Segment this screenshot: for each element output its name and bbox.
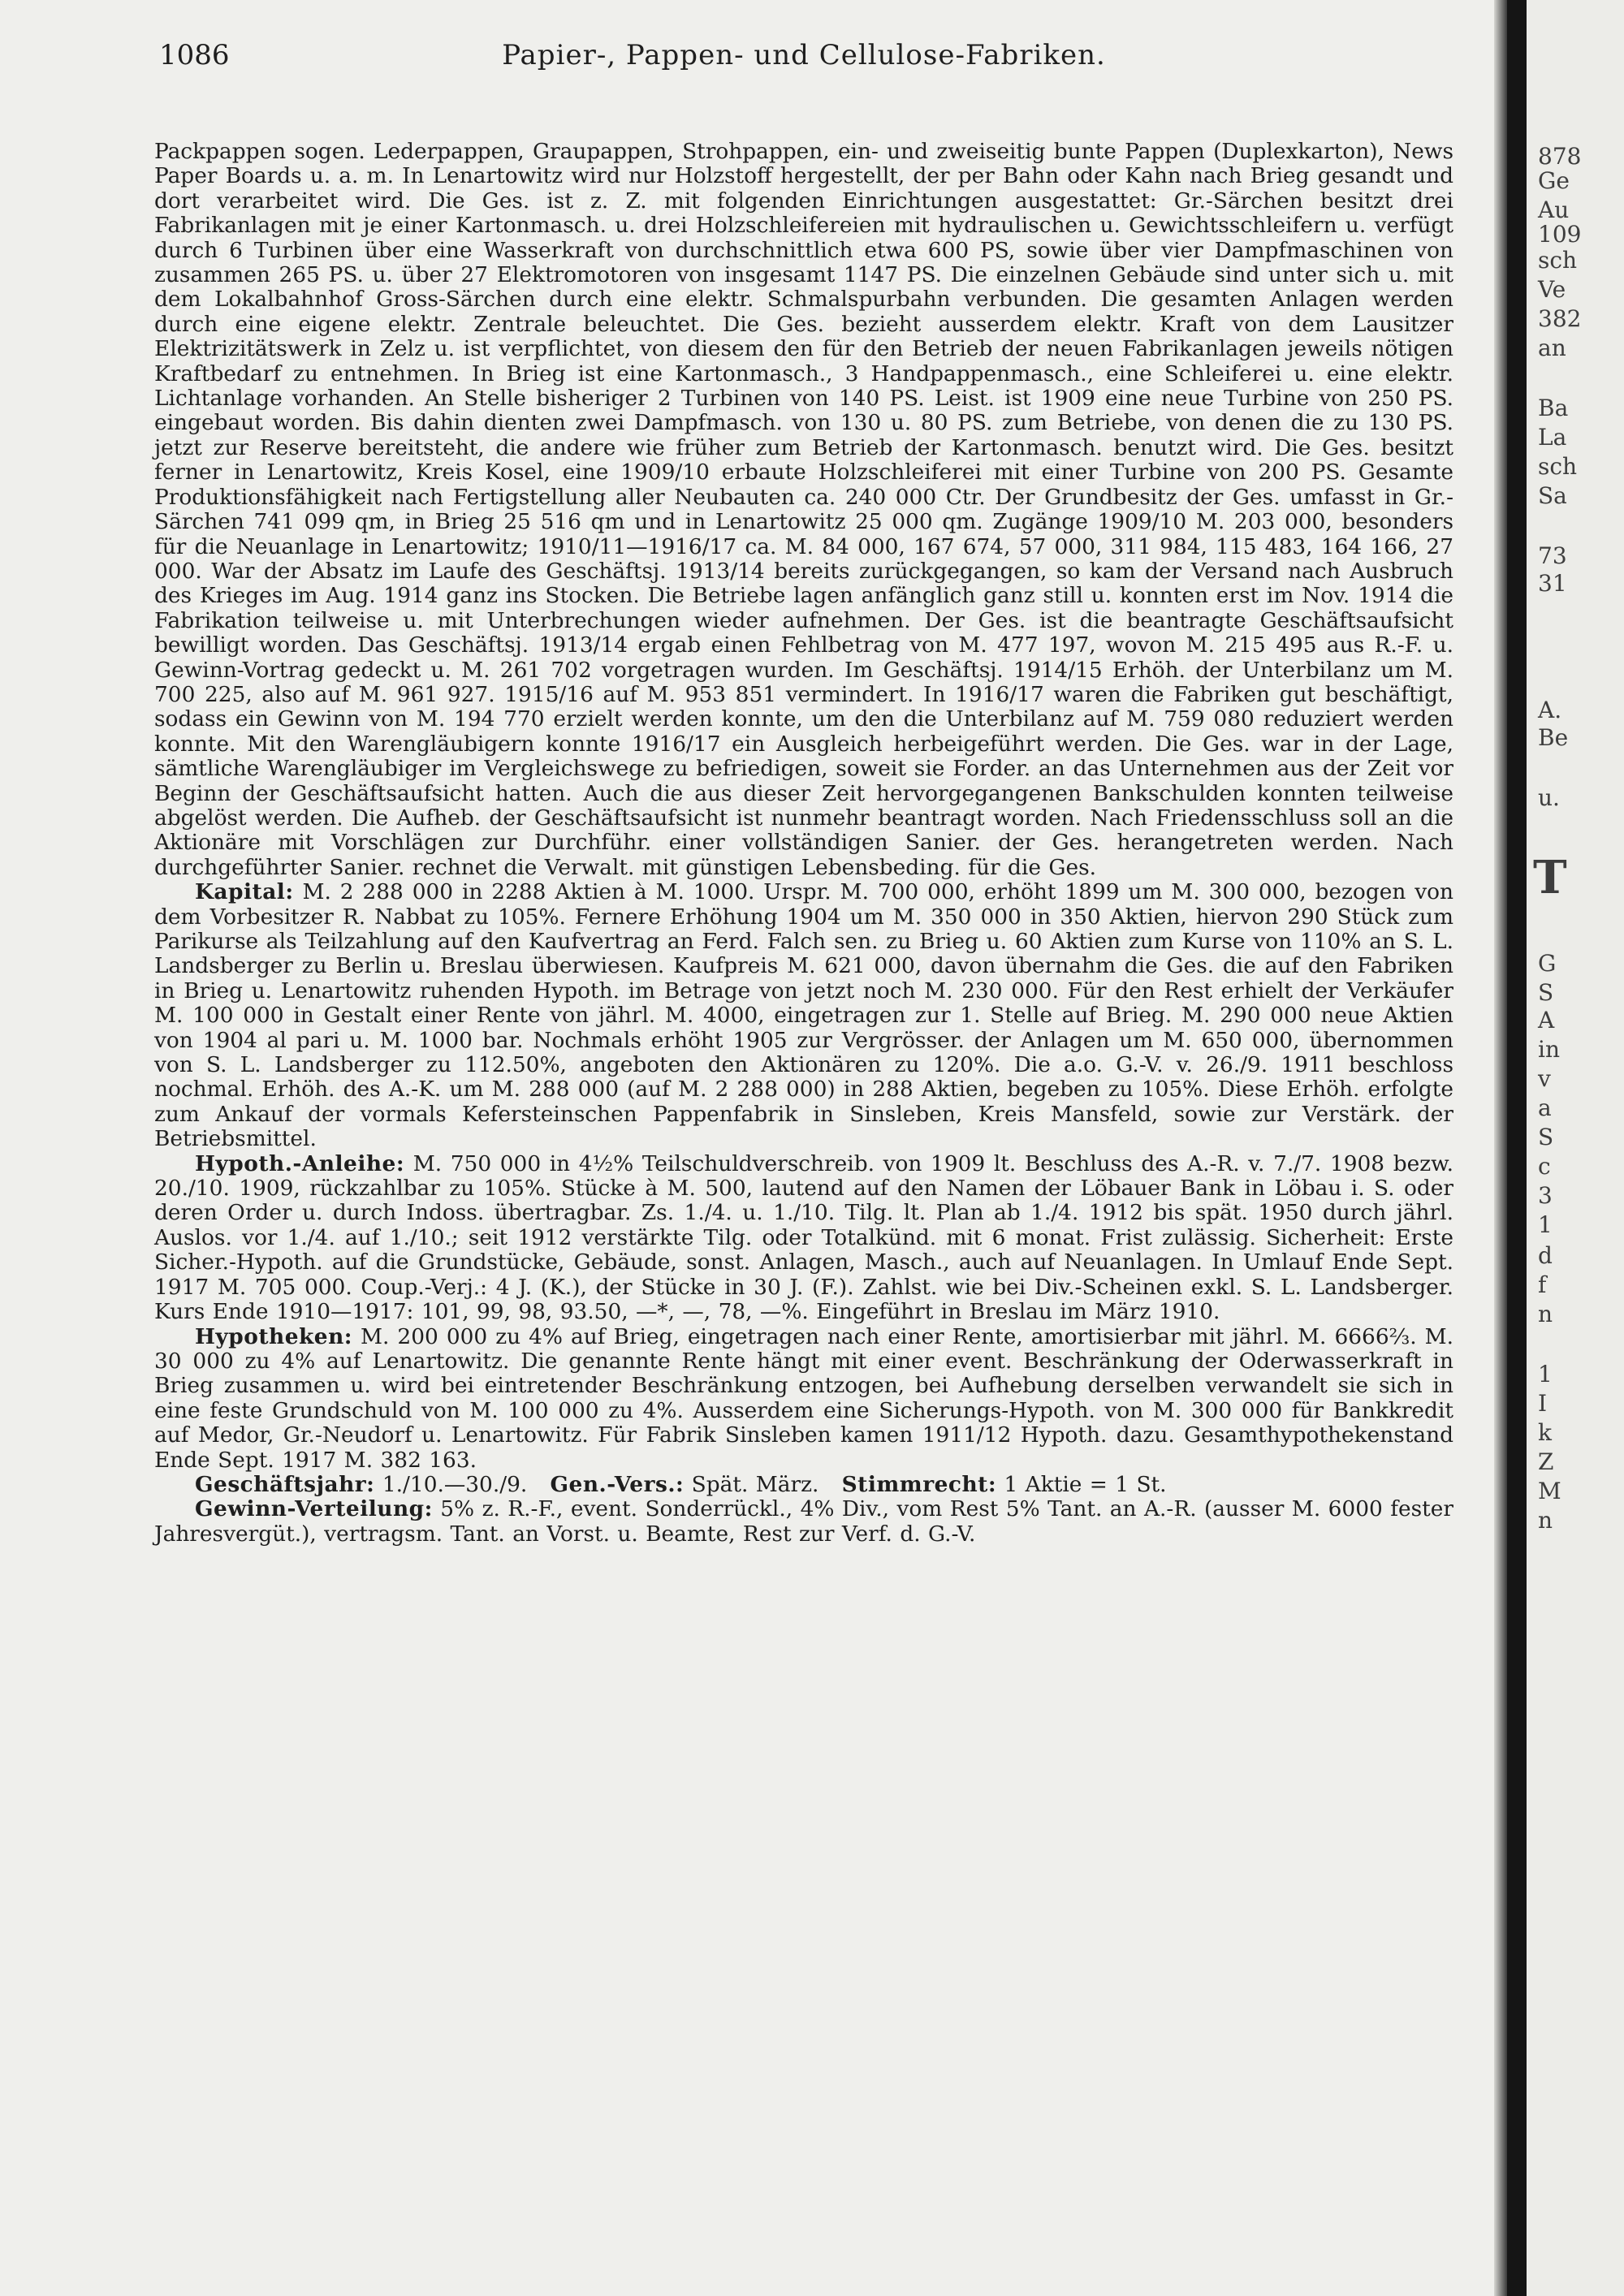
- adjacent-fragment: v: [1538, 1065, 1551, 1092]
- adjacent-fragment: Ge: [1538, 167, 1570, 194]
- adjacent-fragment: sch: [1538, 247, 1578, 274]
- adjacent-fragment: Z: [1538, 1448, 1554, 1475]
- adjacent-fragment: 382: [1538, 305, 1582, 332]
- page-header: [154, 32, 1453, 89]
- adjacent-fragment: an: [1538, 334, 1566, 361]
- adjacent-fragment: 3: [1538, 1182, 1553, 1209]
- adjacent-page-strip: [1527, 0, 1624, 2296]
- adjacent-fragment: Ba: [1538, 395, 1569, 421]
- adjacent-fragment: Sa: [1538, 482, 1567, 509]
- kapital-section: [154, 880, 1453, 1151]
- adjacent-fragment: u.: [1538, 784, 1560, 811]
- adjacent-fragment: Ve: [1538, 276, 1566, 303]
- anleihe-section: [154, 1152, 1453, 1325]
- book-gutter: [1507, 0, 1527, 2296]
- adjacent-fragment: 1: [1538, 1361, 1553, 1388]
- kapital-text: M. 2 288 000 in 2288 Aktien à M. 1000. Urspr. M. 700 000, erhöht 1899 um M. 300 000, bezogen von dem Vorbesitzer R. Nabbat zu 105%. Fernere Erhöhung 1904 um M. 350 000 in 350 Aktien, hiervon 290 Stück zum Parikurse als Teilzahlung auf den Kaufvertrag an Ferd. Falch sen. zu Brieg u. 60 Aktien zum Kurse von 110% an S. L. Landsberger zu Berlin u. Breslau überwiesen. Kaufpreis M. 621 000, davon übernahm die Ges. die auf den Fabriken in Brieg u. Lenartowitz ruhenden Hypoth. im Betrage von jetzt noch M. 230 000. Für den Rest erhielt der Verkäufer M. 100 000 in Gestalt einer Rente von jährl. M. 4000, eingetragen zur 1. Stelle auf Brieg. M. 290 000 neue Aktien von 1904 al pari u. M. 1000 bar. Nochmals erhöht 1905 zur Vergrösser. der Anlagen um M. 650 000, übernommen von S. L. Landsberger zu 112.50%, angeboten den Aktionären zu 120%. Die a.o. G.-V. v. 26./9. 1911 beschloss nochmal. Erhöh. des A.-K. um M. 288 000 (auf M. 2 288 000) in 288 Aktien, begeben zu 105%. Diese Erhöh. erfolgte zum Ankauf der vormals Kefersteinschen Pappenfabrik in Sinsleben, Kreis Mansfeld, sowie zur Verstärk. der Betriebsmittel.: [154, 879, 1454, 1152]
- adjacent-fragment: 878: [1538, 143, 1582, 170]
- adjacent-fragment: Au: [1538, 196, 1570, 223]
- page-number: 1086: [159, 39, 230, 71]
- adjacent-fragment: G: [1538, 950, 1557, 977]
- gen-vers-text: Spät. März.: [691, 1471, 819, 1497]
- facts-line: [154, 1473, 1453, 1497]
- adjacent-fragment: n: [1538, 1301, 1553, 1327]
- adjacent-fragment: M: [1538, 1478, 1561, 1504]
- body-text: [154, 140, 1453, 1547]
- adjacent-fragment: Be: [1538, 724, 1569, 751]
- hypotheken-section: [154, 1325, 1453, 1473]
- intro-paragraph: Packpappen sogen. Lederpappen, Graupappen, Strohpappen, ein- und zweiseitig bunte Pappen (Duplexkarton), News Paper Boards u. a. m. In Lenartowitz wird nur Holzstoff hergestellt, der per Bahn oder Kahn nach Brieg gesandt und dort verarbeitet wird. Die Ges. ist z. Z. mit folgenden Einrichtungen ausgestattet: Gr.-Särchen besitzt drei Fabrikanlagen mit je einer Kartonmasch. u. drei Holzschleifereien mit hydraulischen u. Gewichtsschleifern u. verfügt durch 6 Turbinen über eine Wasserkraft von durchschnittlich etwa 600 PS, sowie über vier Dampfmaschinen von zusammen 265 PS. u. über 27 Elektromotoren von insgesamt 1147 PS. Die einzelnen Gebäude sind unter sich u. mit dem Lokalbahnhof Gross-Särchen durch eine elektr. Schmalspurbahn verbunden. Die gesamten Anlagen werden durch eine eigene elektr. Zentrale beleuchtet. Die Ges. bezieht ausserdem elektr. Kraft von dem Lausitzer Elektrizitätswerk in Zelz u. ist verpflichtet, von diesem den für den Betrieb der neuen Fabrikanlagen jeweils nötigen Kraftbedarf zu entnehmen. In Brieg ist eine Kartonmasch., 3 Handpappenmasch., eine Schleiferei u. eine elektr. Lichtanlage vorhanden. An Stelle bisheriger 2 Turbinen von 140 PS. Leist. ist 1909 eine neue Turbine von 250 PS. eingebaut worden. Bis dahin dienten zwei Dampfmasch. von 130 u. 80 PS. zum Betriebe, von denen die zu 130 PS. jetzt zur Reserve bereitsteht, die andere wie früher zum Betrieb der Kartonmasch. benutzt wird. Die Ges. besitzt ferner in Lenartowitz, Kreis Kosel, eine 1909/10 erbaute Holzschleiferei mit einer Turbine von 200 PS. Gesamte Produktionsfähigkeit nach Fertigstellung aller Neubauten ca. 240 000 Ctr. Der Grundbesitz der Ges. umfasst in Gr.-Särchen 741 099 qm, in Brieg 25 516 qm und in Lenartowitz 25 000 qm. Zugänge 1909/10 M. 203 000, besonders für die Neuanlage in Lenartowitz; 1910/11—1916/17 ca. M. 84 000, 167 674, 57 000, 311 984, 115 483, 164 166, 27 000. War der Absatz im Laufe des Geschäftsj. 1913/14 bereits zurückgegangen, so kam der Versand nach Ausbruch des Krieges im Aug. 1914 ganz ins Stocken. Die Betriebe lagen anfänglich ganz still u. konnten erst im Nov. 1914 die Fabrikation teilweise u. mit Unterbrechungen wieder aufnehmen. Der Ges. ist die beantragte Geschäftsaufsicht bewilligt worden. Das Geschäftsj. 1913/14 ergab einen Fehlbetrag von M. 477 197, wovon M. 215 495 aus R.-F. u. Gewinn-Vortrag gedeckt u. M. 261 702 vorgetragen wurden. Im Geschäftsj. 1914/15 Erhöh. der Unterbilanz um M. 700 225, also auf M. 961 927. 1915/16 auf M. 953 851 vermindert. In 1916/17 waren die Fabriken gut beschäftigt, sodass ein Gewinn von M. 194 770 erzielt werden konnte, um den die Unterbilanz auf M. 759 080 reduziert werden konnte. Mit den Warengläubigern konnte 1916/17 ein Ausgleich herbeigeführt werden. Die Ges. war in der Lage, sämtliche Warengläubiger im Vergleichswege zu befriedigen, soweit sie Forder. an das Unternehmen aus der Zeit vor Beginn der Geschäftsaufsicht hatten. Auch die aus dieser Zeit hervorgegangenen Bankschulden konnten teilweise abgelöst werden. Die Aufheb. der Geschäftsaufsicht ist nunmehr beantragt worden. Nach Friedensschluss soll an die Aktionäre mit Vorschlägen zur Durchführ. einer vollständigen Sanier. der Ges. herangetreten werden. Nach durchgeführter Sanier. rechnet die Verwalt. mit günstigen Lebensbeding. für die Ges.: [154, 139, 1453, 880]
- kapital-label: Kapital:: [195, 879, 294, 905]
- gewinn-section: [154, 1497, 1453, 1547]
- adjacent-fragment: in: [1538, 1036, 1560, 1063]
- adjacent-fragment: A.: [1538, 697, 1562, 723]
- gewinn-label: Gewinn-Verteilung:: [195, 1496, 433, 1522]
- adjacent-fragment: a: [1538, 1094, 1552, 1121]
- geschaeftsjahr-text: 1./10.—30./9.: [382, 1471, 528, 1497]
- page-edge-shadow: [1494, 0, 1507, 2296]
- adjacent-fragment: 1: [1538, 1211, 1553, 1238]
- gen-vers-label: Gen.-Vers.:: [550, 1471, 685, 1497]
- main-column: [154, 32, 1453, 1547]
- gewinn-text: 5% z. R.-F., event. Sonderrückl., 4% Div., vom Rest 5% Tant. an A.-R. (ausser M. 6000 fester Jahresvergüt.), vertragsm. Tant. an Vorst. u. Beamte, Rest zur Verf. d. G.-V.: [154, 1496, 1453, 1547]
- adjacent-fragment: 109: [1538, 221, 1582, 248]
- adjacent-fragment: La: [1538, 424, 1567, 451]
- adjacent-fragment: I: [1538, 1390, 1548, 1417]
- adjacent-fragment: 31: [1538, 570, 1567, 597]
- adjacent-fragment: n: [1538, 1507, 1553, 1534]
- adjacent-fragment: d: [1538, 1242, 1553, 1269]
- adjacent-fragment: A: [1538, 1007, 1555, 1034]
- hypotheken-text: M. 200 000 zu 4% auf Brieg, eingetragen nach einer Rente, amortisierbar mit jährl. M. 6666⅔. M. 30 000 zu 4% auf Lenartowitz. Die genannte Rente hängt mit einer event. Beschränkung der Oderwasserkraft in Brieg zusammen u. wird bei eintretender Beschränkung entzogen, bei Aufhebung derselben verwandelt sie sich in eine feste Grundschuld von M. 100 000 zu 4%. Ausserdem eine Sicherungs-Hypoth. von M. 300 000 für Bankkredit auf Medor, Gr.-Neudorf u. Lenartowitz. Für Fabrik Sinsleben kamen 1911/12 Hypoth. dazu. Gesamthypothekenstand Ende Sept. 1917 M. 382 163.: [154, 1323, 1454, 1473]
- hypotheken-label: Hypotheken:: [195, 1323, 352, 1349]
- adjacent-fragment: 73: [1538, 542, 1567, 569]
- stimmrecht-text: 1 Aktie = 1 St.: [1004, 1471, 1167, 1497]
- adjacent-fragment: k: [1538, 1419, 1552, 1446]
- anleihe-text: M. 750 000 in 4½% Teilschuldverschreib. von 1909 lt. Beschluss des A.-R. v. 7./7. 1908 bezw. 20./10. 1909, rückzahlbar zu 105%. Stücke à M. 500, lautend auf den Namen der Löbauer Bank in Löbau i. S. oder deren Order u. durch Indoss. übertragbar. Zs. 1./4. u. 1./10. Tilg. lt. Plan ab 1./4. 1912 bis spät. 1950 durch jährl. Auslos. vor 1./4. auf 1./10.; seit 1912 verstärkte Tilg. oder Totalkünd. mit 6 monat. Frist zulässig. Sicherheit: Erste Sicher.-Hypoth. auf die Grundstücke, Gebäude, sonst. Anlagen, Masch., auch auf Neuanlagen. In Umlauf Ende Sept. 1917 M. 705 000. Coup.-Verj.: 4 J. (K.), der Stücke in 30 J. (F.). Zahlst. wie bei Div.-Scheinen exkl. S. L. Landsberger. Kurs Ende 1910—1917: 101, 99, 98, 93.50, —*, —, 78, —%. Eingeführt in Breslau im März 1910.: [154, 1150, 1453, 1325]
- adjacent-fragment: f: [1538, 1271, 1547, 1298]
- running-title: Papier-, Pappen- und Cellulose-Fabriken.: [502, 39, 1106, 71]
- stimmrecht-label: Stimmrecht:: [841, 1471, 997, 1497]
- anleihe-label: Hypoth.-Anleihe:: [195, 1150, 405, 1176]
- adjacent-fragment: sch: [1538, 453, 1578, 480]
- adjacent-heading-fragment: T: [1533, 851, 1567, 904]
- geschaeftsjahr-label: Geschäftsjahr:: [195, 1471, 375, 1497]
- adjacent-fragment: S: [1538, 979, 1554, 1006]
- adjacent-fragment: S: [1538, 1124, 1554, 1150]
- adjacent-fragment: c: [1538, 1153, 1551, 1180]
